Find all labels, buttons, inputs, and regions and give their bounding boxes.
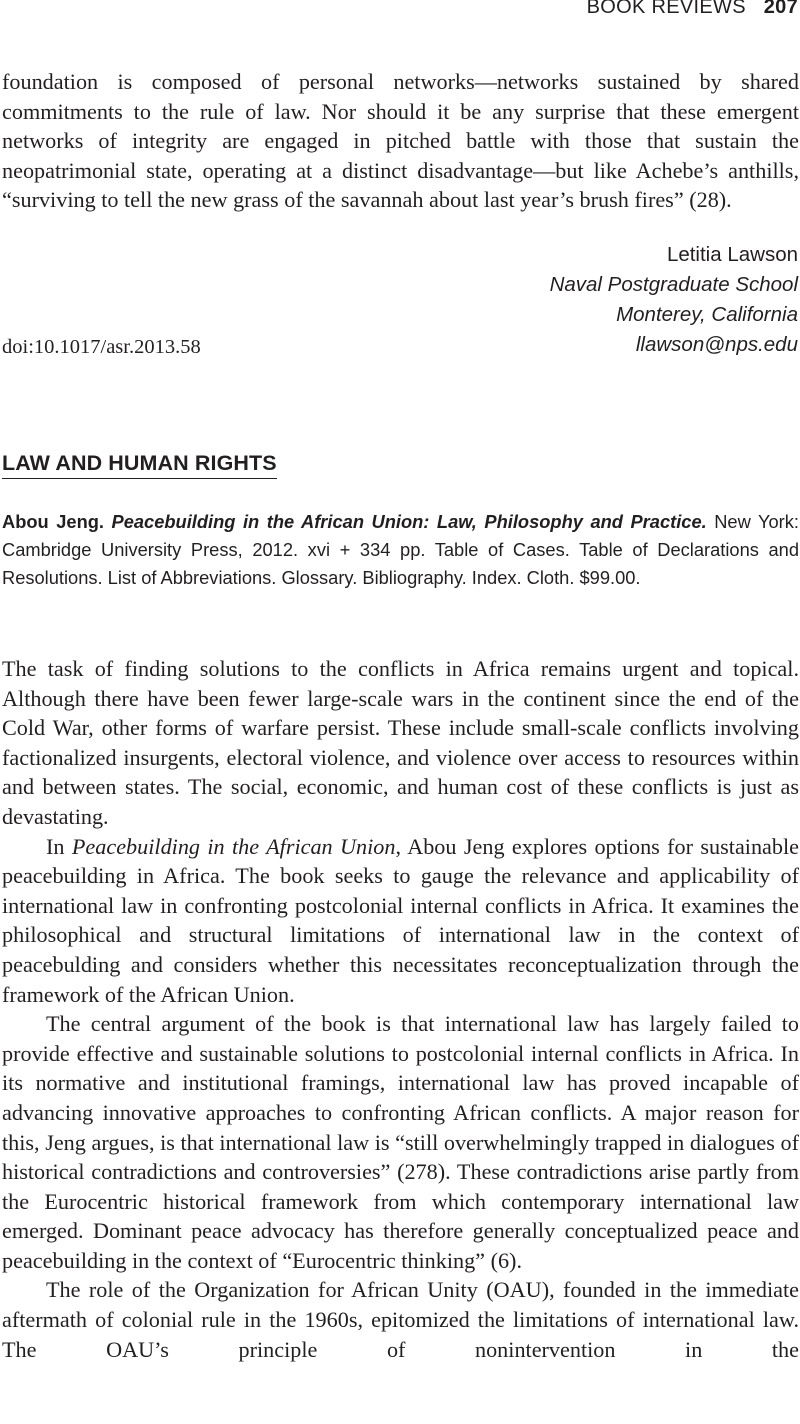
book-author: Abou Jeng. — [2, 511, 104, 532]
reviewer-signature — [550, 240, 798, 360]
review-paragraph-2 — [2, 832, 799, 1010]
paragraph-2-book-title: Peacebuilding in the African Union — [71, 833, 396, 859]
reviewer-affiliation: Naval Postgraduate School — [549, 273, 798, 296]
review-paragraph-1: The task of finding solutions to the conflicts in Africa remains urgent and topical. Although there have been fewer large-scale wars in the continent since the end of the Cold War, other forms of warfare persist. These include small-scale conflicts involving factionalized insurgents, electoral violence, and violence over access to resources within and between states. The social, economic, and human cost of these conflicts is just as devastating. — [2, 656, 799, 829]
page-number: 207 — [763, 0, 798, 18]
review-paragraph-3: The central argument of the book is that international law has largely failed to provide effective and sustainable solutions to postcolonial internal conflicts in Africa. In its normative and institutional framings, international law has proved incapable of advancing innovative approaches to confronting African conflicts. A major reason for this, Jeng argues, is that international law is “still overwhelmingly trapped in dialogues of historical contradictions and controversies” (278). These contradictions arise partly from the Eurocentric historical framework from which contemporary international law emerged. Dominant peace advocacy has therefore generally conceptualized peace and peacebuilding in the context of “Eurocentric thinking” (6). — [2, 1011, 799, 1273]
book-citation — [2, 508, 799, 593]
book-title: Peacebuilding in the African Union: Law, Philosophy and Practice. — [111, 511, 707, 532]
previous-review-closing — [2, 67, 799, 215]
review-body — [2, 654, 799, 1364]
reviewer-location: Monterey, California — [616, 303, 798, 326]
review-paragraph-4: The role of the Organization for African Unity (OAU), founded in the immediate aftermath of colonial rule in the 1960s, epitomized the limitations of international law. The OAU’s principle of nonintervention in the — [2, 1277, 799, 1362]
publication-details: New York: Cambridge University Press, 2012. xvi + 334 pp. Table of Cases. Table of Declarations and Resolutions. List of Abbreviations. Glossary. Bibliography. Index. Cloth. $99.00. — [2, 511, 799, 589]
closing-paragraph: foundation is composed of personal networks—networks sustained by shared commitments to the rule of law. Nor should it be any surprise that these emergent networks of integrity are engaged in pitched battle with those that sustain the neopatrimonial state, operating at a distinct disadvantage—but like Achebe’s anthills, “surviving to tell the new grass of the savannah about last year’s brush fires” (28). — [2, 69, 799, 213]
reviewer-name: Letitia Lawson — [666, 243, 798, 266]
section-heading: LAW AND HUMAN RIGHTS — [2, 448, 277, 479]
paragraph-2-intro: In — [46, 833, 72, 859]
reviewer-email: llawson@nps.edu — [635, 333, 798, 356]
running-title: BOOK REVIEWS — [586, 0, 746, 18]
paragraph-2-rest: , Abou Jeng explores options for sustainable peacebuilding in Africa. The book seeks to gauge the relevance and applicability of international law in confronting postcolonial internal conflicts in Africa. It examines the philosophical and structural limitations of international law in the context of peacebulding and considers whether this necessitates reconceptualization through the framework of the African Union. — [2, 833, 799, 1007]
running-head — [587, 0, 798, 19]
doi-reference: doi:10.1017/asr.2013.58 — [2, 336, 201, 358]
